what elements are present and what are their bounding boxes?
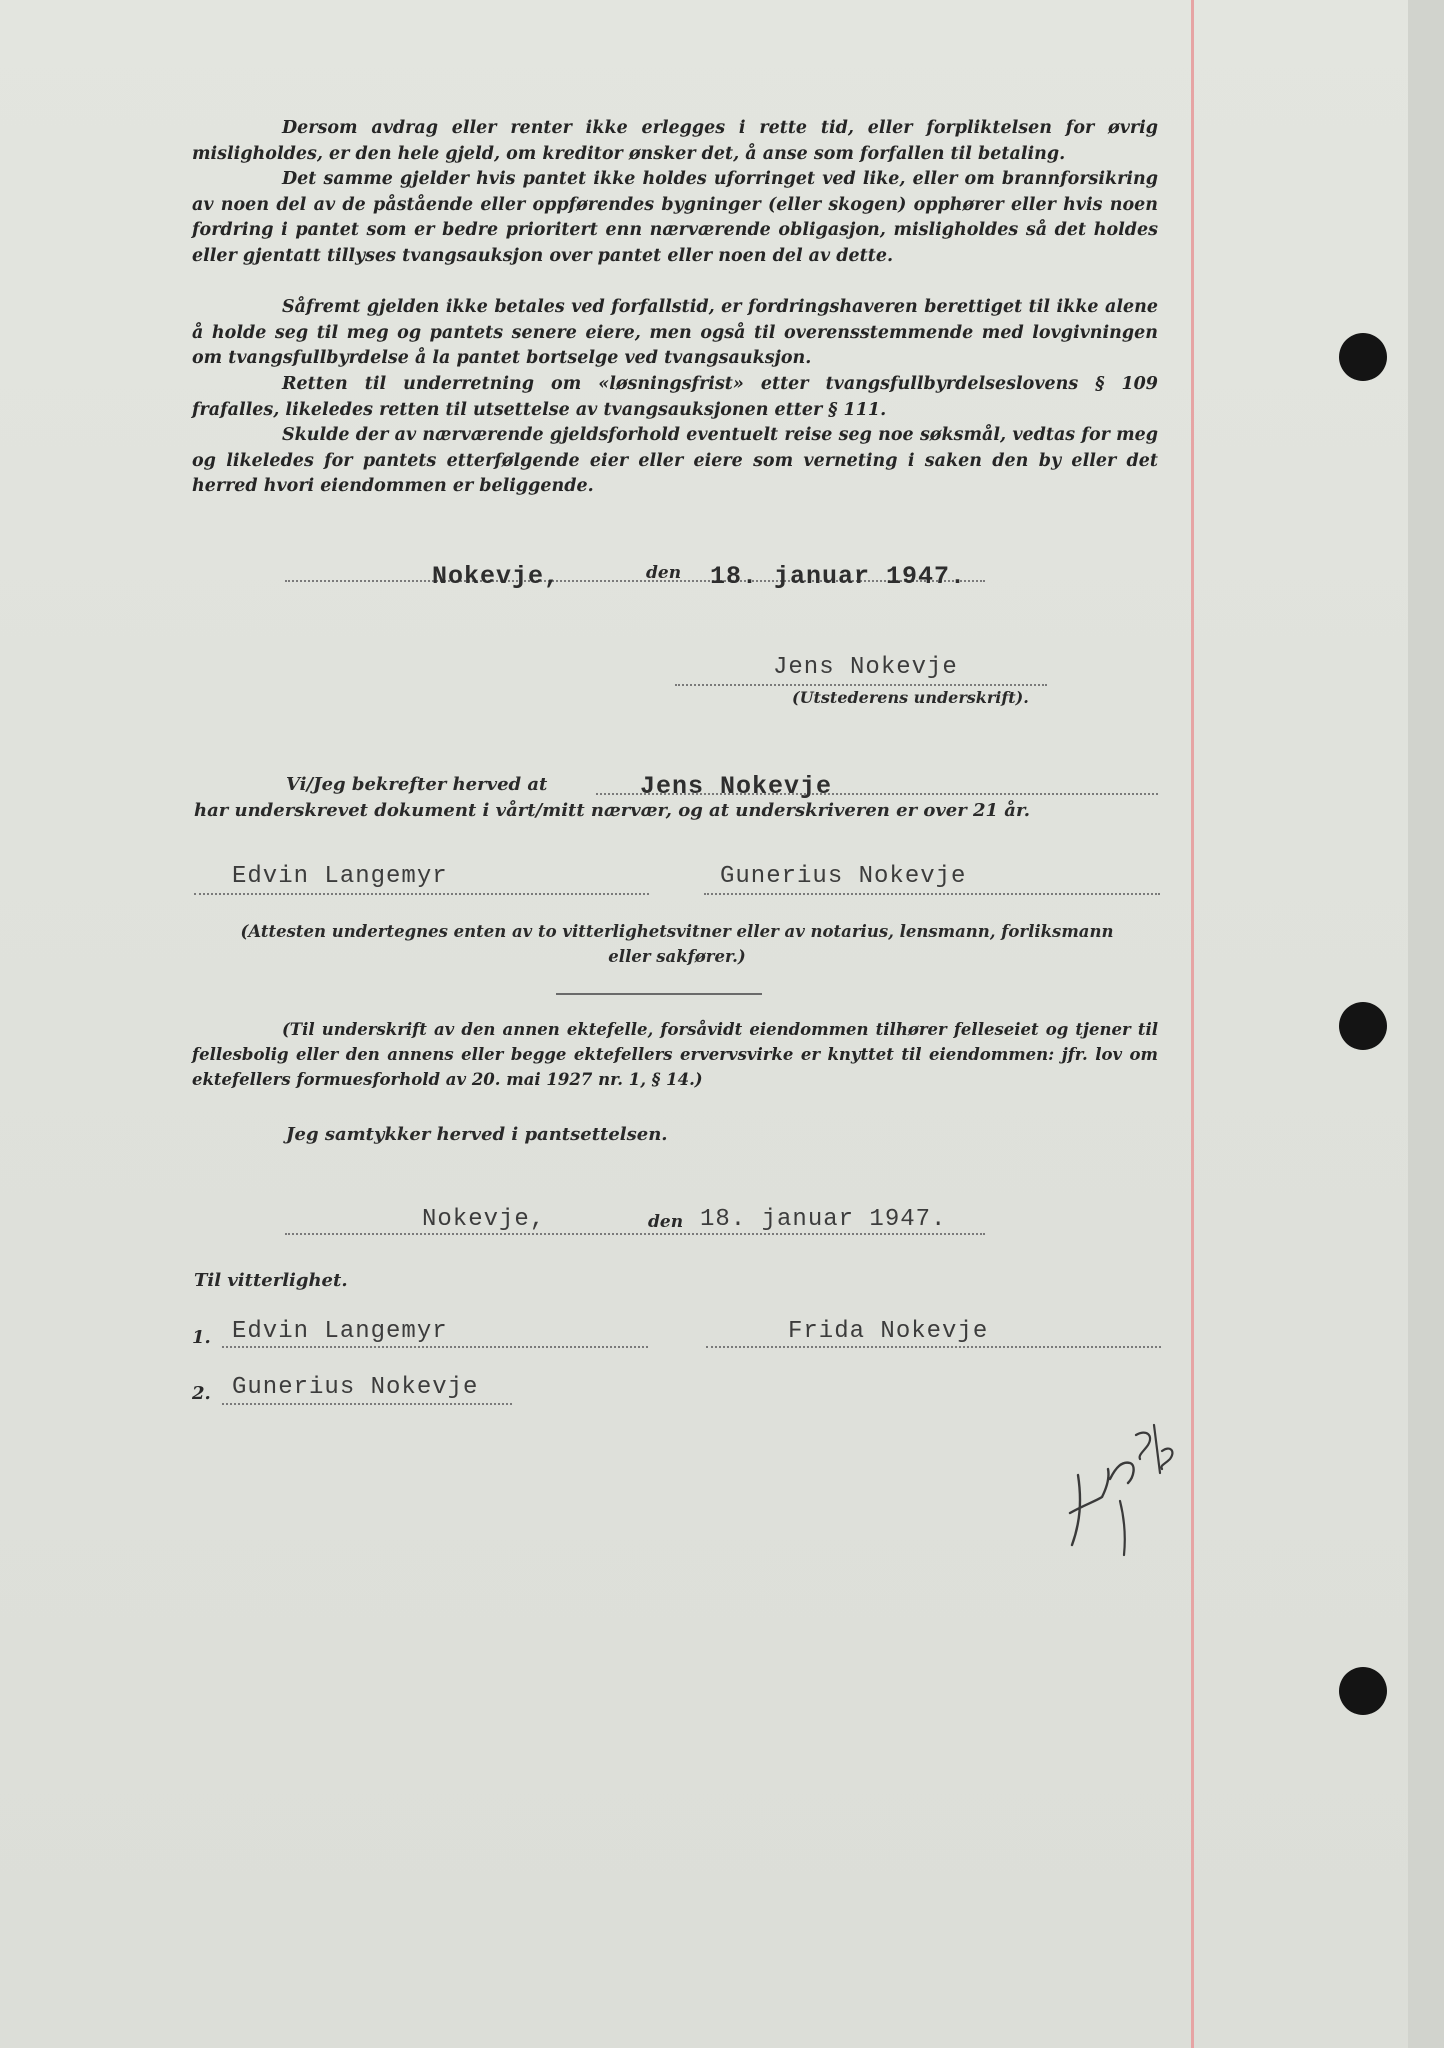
issue-den-label: den bbox=[646, 563, 682, 583]
attest-note-line-2: eller sakfører.) bbox=[608, 947, 746, 966]
witness-1-line bbox=[222, 1346, 648, 1348]
terms-paragraph-4: Retten til underretning om «løsningsfrist» etter tvangsfullbyrdelseslovens § 109 frafalles, likeledes retten til utsettelse av tvangsauksjonen etter § 111. bbox=[192, 374, 1158, 420]
vitterlighet-heading: Til vitterlighet. bbox=[194, 1270, 348, 1291]
spouse-signature: Frida Nokevje bbox=[788, 1318, 989, 1345]
consent-date: 18. januar 1947. bbox=[700, 1206, 947, 1233]
confirm-line-2: har underskrevet dokument i vårt/mitt nærvær, og at underskriveren er over 21 år. bbox=[194, 800, 1031, 821]
witness-right-signature: Gunerius Nokevje bbox=[720, 863, 967, 890]
witness-2-line bbox=[222, 1403, 512, 1405]
punch-hole-top bbox=[1339, 333, 1387, 381]
terms-paragraph-3: Såfremt gjelden ikke betales ved forfallstid, er fordringshaveren berettiget til ikke alene å holde seg til meg og pantets senere eiere, men også til overensstemmende med lovgivningen om tvangsfullbyrdelse å la pantet bortselge ved tvangsauksjon. bbox=[192, 297, 1158, 369]
issue-date: 18. januar 1947. bbox=[710, 562, 967, 591]
consent-text: Jeg samtykker herved i pantsettelsen. bbox=[286, 1124, 668, 1145]
witness-1-signature: Edvin Langemyr bbox=[232, 1318, 448, 1345]
consent-date-line bbox=[285, 1233, 985, 1235]
witness-2-number: 2. bbox=[192, 1383, 211, 1404]
witness-right-line bbox=[704, 893, 1160, 895]
issuer-caption: (Utstederens underskrift). bbox=[792, 688, 1029, 707]
consent-place: Nokevje, bbox=[422, 1206, 546, 1233]
red-margin-line bbox=[1191, 0, 1194, 2048]
binder-strip bbox=[1408, 0, 1444, 2048]
terms-paragraph-1: Dersom avdrag eller renter ikke erlegges i rette tid, eller forpliktelsen for øvrig misligholdes, er den hele gjeld, om kreditor ønsker det, å anse som forfallen til betaling. bbox=[192, 118, 1158, 164]
divider-rule bbox=[556, 993, 762, 995]
punch-hole-bottom bbox=[1339, 1667, 1387, 1715]
consent-den-label: den bbox=[648, 1212, 684, 1232]
issue-place: Nokevje, bbox=[432, 562, 561, 591]
handwritten-initials-mark bbox=[1050, 1405, 1180, 1565]
terms-paragraph-2: Det samme gjelder hvis pantet ikke holdes uforringet ved like, eller om brannforsikring av noen del av de påstående eller oppførendes bygninger (eller skogen) opphører eller hvis noen fordring i pantet som er bedre prioritert enn nærværende obligasjon, misligholdes så det holdes eller gjentatt tillyses tvangsauksjon over pantet eller noen del av dette. bbox=[192, 169, 1158, 266]
terms-paragraph-5: Skulde der av nærværende gjeldsforhold eventuelt reise seg noe søksmål, vedtas for meg og likeledes for pantets etterfølgende eier eller eiere som verneting i saken den by eller det herred hvori eiendommen er beliggende. bbox=[192, 425, 1158, 497]
witness-left-line bbox=[194, 893, 649, 895]
issuer-signature: Jens Nokevje bbox=[773, 654, 958, 681]
witness-left-signature: Edvin Langemyr bbox=[232, 863, 448, 890]
confirm-prefix: Vi/Jeg bekrefter herved at bbox=[286, 774, 548, 795]
spouse-note: (Til underskrift av den annen ektefelle, forsåvidt eiendommen tilhører felleseiet og tjener til fellesbolig eller den annens eller begge ektefellers ervervsvirke er knyttet til eiendommen: jfr. lov om ektefellers formuesforhold av 20. mai 1927 nr. 1, § 14.) bbox=[192, 1020, 1158, 1089]
spouse-signature-line bbox=[706, 1346, 1161, 1348]
attest-note-line-1: (Attesten undertegnes enten av to vitterlighetsvitner eller av notarius, lensmann, forliksmann bbox=[240, 922, 1114, 941]
witness-2-signature: Gunerius Nokevje bbox=[232, 1374, 479, 1401]
witness-1-number: 1. bbox=[192, 1327, 211, 1348]
punch-hole-middle bbox=[1339, 1002, 1387, 1050]
confirm-name: Jens Nokevje bbox=[640, 772, 833, 801]
